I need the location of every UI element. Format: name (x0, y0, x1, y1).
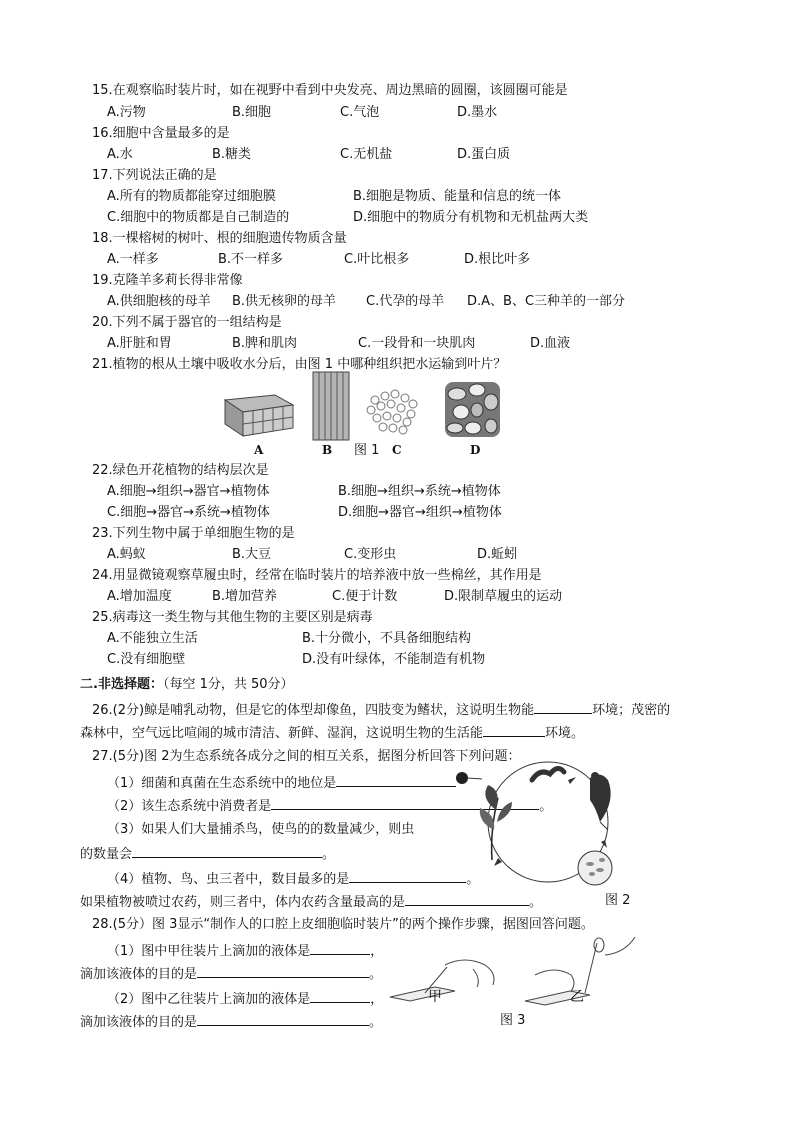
q24-option-c: C.便于计数 (332, 589, 398, 604)
q20-option-b: B.脾和肌肉 (232, 336, 298, 351)
q28-sub-1b-text: ， (370, 944, 384, 959)
q23-option-b: B.大豆 (232, 547, 272, 562)
q21-stem: 21.植物的根从土壤中吸收水分后，由图 1 中哪种组织把水运输到叶片？ (92, 357, 507, 372)
q26-text-1: 26.(2分)鲸是哺乳动物，但是它的体型却像鱼，四肢变为鳍状，这说明生物能 (92, 703, 535, 718)
q22-option-b: B.细胞→组织→系统→植物体 (338, 484, 501, 499)
q28-blank-4[interactable] (197, 1013, 369, 1026)
q26-line-2 (80, 724, 584, 742)
figure-1-tissues (215, 370, 505, 450)
q28-sub-1a-text: （1）图中甲往装片上滴加的液体是 (107, 944, 311, 959)
fig1-caption: 图 1 (354, 443, 380, 458)
q22-option-a: A.细胞→组织→器官→植物体 (107, 484, 270, 499)
q24-option-b: B.增加营养 (212, 589, 278, 604)
q25-option-b: B.十分微小，不具备细胞结构 (302, 631, 472, 646)
q28-sub-1c (80, 965, 382, 983)
q27-sub-3c-text: 。 (322, 847, 336, 862)
q26-blank-1[interactable] (534, 701, 592, 714)
fig1-label-c: C (392, 443, 402, 457)
q16-option-d: D.蛋白质 (457, 147, 511, 162)
q19-stem: 19.克隆羊多莉长得非常像 (92, 273, 243, 288)
q27-sub-3a: （3）如果人们大量捕杀鸟，使鸟的的数量减少，则虫 (107, 822, 415, 837)
q27-sub-4 (107, 870, 479, 888)
q28-sub-2c-text: 滴加该液体的目的是 (80, 1015, 198, 1030)
caterpillar-icon (532, 768, 564, 780)
q26-text-4: 环境。 (545, 726, 585, 741)
q27-blank-1[interactable] (336, 774, 456, 787)
q27-sub-2: （2）该生态系统中消费者是 。 (107, 799, 553, 814)
q19-option-d: D.A、B、C三种羊的一部分 (467, 294, 626, 309)
q15-option-c: C.气泡 (340, 105, 380, 120)
q27-stem: 27.(5分)图 2为生态系统各成分之间的相互关系，据图分析回答下列问题： (92, 749, 521, 764)
q23-option-d: D.蚯蚓 (477, 547, 518, 562)
q24-stem: 24.用显微镜观察草履虫时，经常在临时装片的培养液中放一些棉丝，其作用是 (92, 568, 542, 583)
q27-blank-4[interactable] (349, 870, 466, 883)
q15-option-b: B.细胞 (232, 105, 272, 120)
q28-sub-2a (107, 990, 383, 1008)
section-2-title: 二.非选择题： (80, 677, 163, 692)
section-2-note: （每空 1分，共 50分） (162, 677, 294, 692)
q27-sub-5-text: 如果植物被喷过农药，则三者中，体内农药含量最高的是 (80, 895, 406, 910)
q28-blank-2[interactable] (197, 965, 369, 978)
fig1-label-b: B (322, 443, 333, 457)
q17-option-d: D.细胞中的物质分有机物和无机盐两大类 (353, 210, 589, 225)
q27-sub-5-end: 。 (529, 895, 543, 910)
q18-option-c: C.叶比根多 (344, 252, 410, 267)
q24-option-d: D.限制草履虫的运动 (444, 589, 563, 604)
ball-icon (456, 772, 468, 784)
q16-option-a: A.水 (107, 147, 133, 162)
q28-sub-2b-text: ， (370, 992, 384, 1007)
fig1-label-d: D (470, 443, 481, 457)
q23-stem: 23.下列生物中属于单细胞生物的是 (92, 526, 295, 541)
section-2-heading (80, 677, 294, 693)
q18-option-a: A.一样多 (107, 252, 159, 267)
q18-option-d: D.根比叶多 (464, 252, 531, 267)
q27-sub-5 (80, 893, 542, 911)
q20-option-c: C.一段骨和一块肌肉 (358, 336, 476, 351)
q27-sub-1-text: （1）细菌和真菌在生态系统中的地位是 (107, 776, 337, 791)
q27-blank-3[interactable] (132, 845, 322, 858)
q17-stem: 17.下列说法正确的是 (92, 168, 217, 183)
q28-blank-1[interactable] (310, 942, 370, 955)
tissue-c-image (367, 390, 417, 434)
fig3-caption: 图 3 (500, 1013, 526, 1028)
figure-3-slide-steps (385, 935, 645, 1010)
q28-blank-3[interactable] (310, 990, 370, 1003)
tissue-a-image (225, 395, 293, 436)
q26-blank-2[interactable] (483, 724, 545, 737)
q28-stem: 28.(5分）图 3显示“制作人的口腔上皮细胞临时装片”的两个操作步骤，据图回答问题。 (92, 917, 594, 932)
q20-option-a: A.肝脏和胃 (107, 336, 172, 351)
figure-2-ecosystem (450, 760, 640, 890)
fig3-label-yi: 乙 (570, 989, 584, 1005)
q20-option-d: D.血液 (530, 336, 571, 351)
q18-stem: 18.一棵榕树的树叶、根的细胞遗传物质含量 (92, 231, 347, 246)
q25-option-a: A.不能独立生活 (107, 631, 198, 646)
q17-option-b: B.细胞是物质、能量和信息的统一体 (353, 189, 562, 204)
q16-option-c: C.无机盐 (340, 147, 393, 162)
fig1-label-a: A (254, 443, 264, 457)
step-jia-image (390, 960, 494, 1001)
q15-option-a: A.污物 (107, 105, 146, 120)
fig2-caption: 图 2 (605, 893, 631, 908)
q23-option-a: A.蚂蚁 (107, 547, 146, 562)
q28-sub-1a (107, 942, 383, 960)
q26-line-1 (92, 701, 670, 719)
fig3-label-jia: 甲 (428, 989, 442, 1005)
tissue-d-image (445, 382, 500, 437)
q22-option-c: C.细胞→器官→系统→植物体 (107, 505, 270, 520)
q27-sub-4-text: （4）植物、鸟、虫三者中，数目最多的是 (107, 872, 350, 887)
q19-option-b: B.供无核卵的母羊 (232, 294, 337, 309)
q24-option-a: A.增加温度 (107, 589, 172, 604)
q28-sub-2c (80, 1013, 382, 1031)
q15-option-d: D.墨水 (457, 105, 498, 120)
q27-sub-1 (107, 774, 456, 792)
q27-blank-5[interactable] (405, 893, 529, 906)
q25-option-c: C.没有细胞壁 (107, 652, 186, 667)
q28-sub-1d-text: 。 (369, 967, 383, 982)
q15-stem: 15.在观察临时装片时，如在视野中看到中央发亮、周边黑暗的圆圈，该圆圈可能是 (92, 83, 568, 98)
q27-sub-2-text: （2）该生态系统中消费者是 (107, 799, 272, 814)
q26-text-2: 环境；茂密的 (592, 703, 671, 718)
plant-icon (480, 785, 512, 860)
q20-stem: 20.下列不属于器官的一组结构是 (92, 315, 282, 330)
q28-sub-2a-text: （2）图中乙往装片上滴加的液体是 (107, 992, 311, 1007)
q19-option-a: A.供细胞核的母羊 (107, 294, 211, 309)
q16-stem: 16.细胞中含量最多的是 (92, 126, 230, 141)
q16-option-b: B.糖类 (212, 147, 252, 162)
q27-sub-3b-text: 的数量会 (80, 847, 133, 862)
q17-option-a: A.所有的物质都能穿过细胞膜 (107, 189, 276, 204)
q23-option-c: C.变形虫 (344, 547, 397, 562)
microbe-icon (578, 851, 612, 885)
q27-sub-3b (80, 845, 335, 863)
q26-text-3: 森林中，空气远比喧闹的城市清洁、新鲜、湿润，这说明生物的生活能 (80, 726, 484, 741)
q25-stem: 25.病毒这一类生物与其他生物的主要区别是病毒 (92, 610, 373, 625)
tissue-b-image (313, 372, 349, 440)
q28-sub-2d-text: 。 (369, 1015, 383, 1030)
q18-option-b: B.不一样多 (218, 252, 284, 267)
q25-option-d: D.没有叶绿体，不能制造有机物 (302, 652, 486, 667)
q28-sub-1c-text: 滴加该液体的目的是 (80, 967, 198, 982)
q27-sub-4-end: 。 (466, 872, 480, 887)
q19-option-c: C.代孕的母羊 (366, 294, 445, 309)
q17-option-c: C.细胞中的物质都是自己制造的 (107, 210, 290, 225)
q22-option-d: D.细胞→器官→组织→植物体 (338, 505, 502, 520)
q22-stem: 22.绿色开花植物的结构层次是 (92, 463, 269, 478)
